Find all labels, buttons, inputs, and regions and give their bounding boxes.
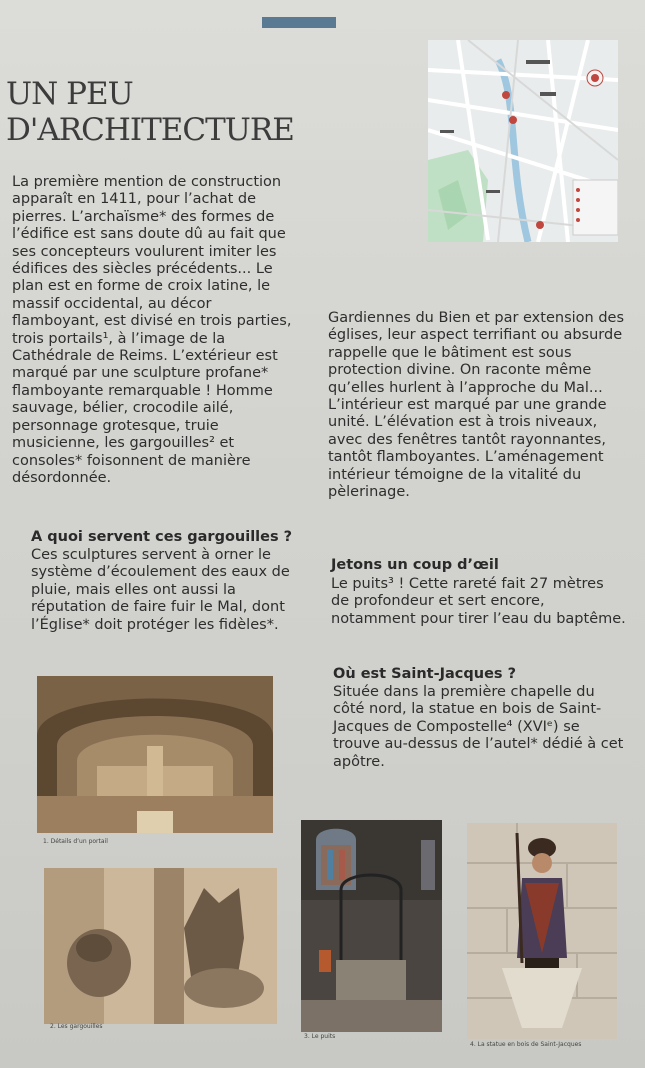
- title-line-1: UN PEU: [6, 76, 133, 112]
- page-title: [6, 76, 294, 148]
- well-paragraph: Le puits³ ! Cette rareté fait 27 mètres de profondeur et sert encore, notamment pour tirer l’eau du baptême.: [331, 576, 626, 627]
- well-caption: 3. Le puits: [304, 1033, 336, 1040]
- gargoyles-paragraph: Ces sculptures servent à orner le système d’écoulement des eaux de pluie, mais elles ont aussi la réputation de faire fuir le Mal, dont l’Église* doit protéger les fidèles*.: [31, 547, 290, 633]
- gargoyles-photo: [44, 868, 277, 1024]
- title-line-2: D'ARCHITECTURE: [6, 112, 294, 148]
- interior-paragraph: Gardiennes du Bien et par extension des églises, leur aspect terrifiant ou absurde rappelle que le bâtiment est sous protection divine. On raconte même qu’elles hurlent à l’approche du Mal... L’intérieur est marqué par une grande unité. L’élévation est à trois niveaux, avec des fenêtres tantôt rayonnantes, tantôt flamboyantes. L’aménagement intérieur témoigne de la vitalité du pèlerinage.: [328, 310, 624, 501]
- well-photo: [301, 820, 442, 1032]
- gargoyles-heading: A quoi servent ces gargouilles ?: [31, 529, 293, 545]
- intro-paragraph: La première mention de construction apparaît en 1411, pour l’achat de pierres. L’archaïsme* des formes de l’édifice est sans doute dû au fait que ses concepteurs voulurent imiter les édifices des siècles précédents... Le plan est en forme de croix latine, le massif occidental, au décor flamboyant, est divisé en trois parties, trois portails¹, à l’image de la Cathédrale de Reims. L’extérieur est marqué par une sculpture profane* flamboyante remarquable ! Homme sauvage, bélier, crocodile ailé, personnage grotesque, truie musicienne, les gargouilles² et consoles* foisonnent de manière désordonnée.: [12, 174, 292, 486]
- saint-heading: Où est Saint-Jacques ?: [333, 666, 517, 682]
- statue-photo: [467, 823, 617, 1039]
- saint-paragraph: Située dans la première chapelle du côté nord, la statue en bois de Saint-Jacques de Compostelle⁴ (XVIᵉ) se trouve au-dessus de l’autel* dédié à cet apôtre.: [333, 684, 624, 770]
- portal-caption: 1. Détails d’un portail: [43, 838, 108, 845]
- location-map: [428, 40, 618, 242]
- statue-caption: 4. La statue en bois de Saint-Jacques: [470, 1041, 582, 1048]
- well-heading: Jetons un coup d’œil: [331, 557, 499, 573]
- top-accent-bar: [262, 17, 336, 28]
- portal-photo: [37, 676, 273, 833]
- gargoyles-caption: 2. Les gargouilles: [50, 1023, 103, 1030]
